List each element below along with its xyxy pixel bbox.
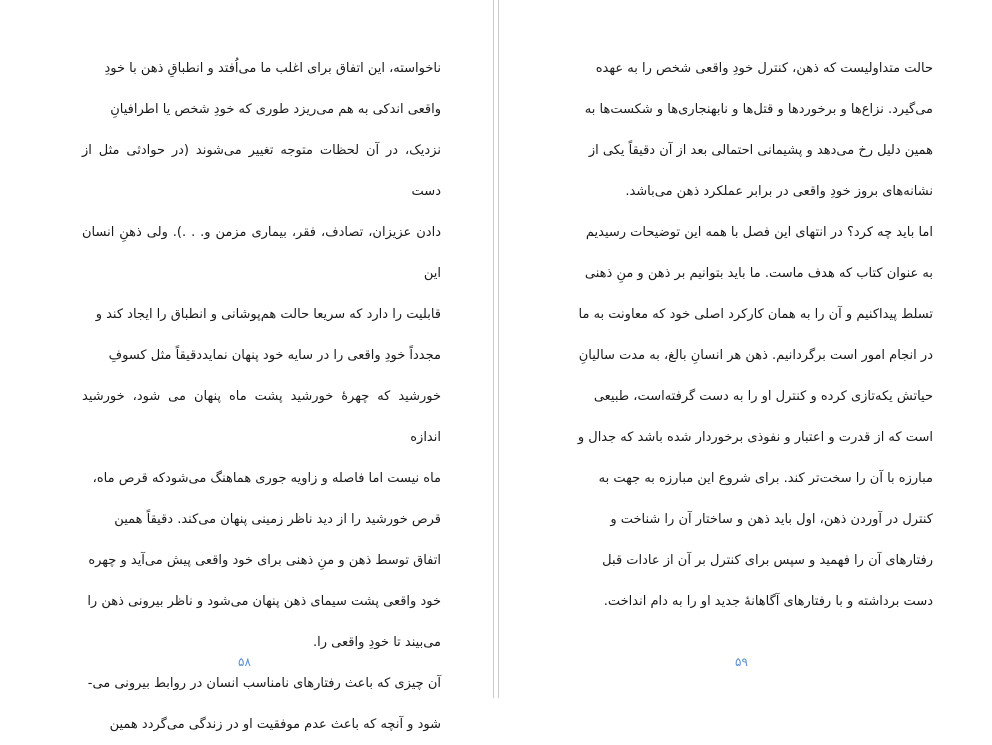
left-page xyxy=(0,0,493,732)
left-paragraph-2: آن چیزی که باعث رفتارهای نامناسب انسان در روابط بیرونی می- شود و آنچه که باعث عدم موفقیت او در زندگی می‌گردد همین xyxy=(87,676,441,732)
right-page-body xyxy=(573,48,933,622)
left-page-number: ۵۸ xyxy=(238,655,251,669)
left-paragraph-1: ناخواسته، این اتفاق برای اغلب ما می‌اُفتد و انطباقِ ذهن با خودِ واقعی اندکی به هم می‌ریزد طوری که خودِ شخص یا اطرافیانِ نزدیک، در آن لحظات متوجه تغییر می‌شوند (در حوادثی مثل از دست دادن عزیزان، تصادف، فقر، بیماری مزمن و. . .). ولی ذهنِ انسان این قابلیت را دارد که سریعا حالت هم‌پوشانی و انطباق را ایجاد کند و مجدداً خودِ واقعی را در سایه خود پنهان نمایددقیقاً مثل کسوفِ خورشید که چهرهٔ خورشید پشت ماه پنهان می شود، خورشید اندازه ماه نیست اما فاصله و زاویه جوری هماهنگ می‌شودکه قرص ماه، قرص خورشید را از دید ناظر زمینی پنهان می‌کند. دقیقاً همین اتفاق توسط ذهن و منِ ذهنی برای خود واقعی پیش می‌آید و چهره خود واقعی پشت سیمای ذهن پنهان می‌شود و ناظر بیرونی ذهن را می‌بیند تا خودِ واقعی را. xyxy=(82,61,441,650)
right-page-number: ۵۹ xyxy=(735,655,748,669)
right-paragraph-2: اما باید چه کرد؟ در انتهای این فصل با همه این توضیحات رسیدیم به عنوان کتاب که هدف ماست. ما باید بتوانیم بر ذهن و منِ ذهنی تسلط پیداکنیم و آن را به همان کارکرد اصلی خود که معاونت به ما در انجام امور است برگردانیم. ذهن هر انسانِ بالغ، به مدت سالیانِ حیاتش یکه‌تازی کرده و کنترل او را به دست گرفته‌است، طبیعی است که از قدرت و اعتبار و نفوذی برخوردار شده باشد که جدال و مبارزه با آن را سخت‌تر کند. برای شروع این مبارزه به جهت به کنترل در آوردن ذهن، اول باید ذهن و ساختار آن را شناخت و رفتارهای آن را فهمید و سپس برای کنترل بر آن از عادات قبل دست برداشته و با رفتارهای آگاهانهٔ جدید او را به دام انداخت. xyxy=(577,225,933,609)
right-page xyxy=(499,0,992,698)
right-paragraph-1: حالت متداولیست که ذهن، کنترل خودِ واقعی شخص را به عهده می‌گیرد. نزاع‌ها و برخوردها و قتل‌ها و نابهنجاری‌ها و شکست‌ها به همین دلیل رخ می‌دهد و پشیمانی احتمالی بعد از آن دقیقاً یکی از نشانه‌های بروز خودِ واقعی در برابر عملکرد ذهن می‌باشد. xyxy=(584,61,933,199)
left-page-body xyxy=(82,48,441,745)
